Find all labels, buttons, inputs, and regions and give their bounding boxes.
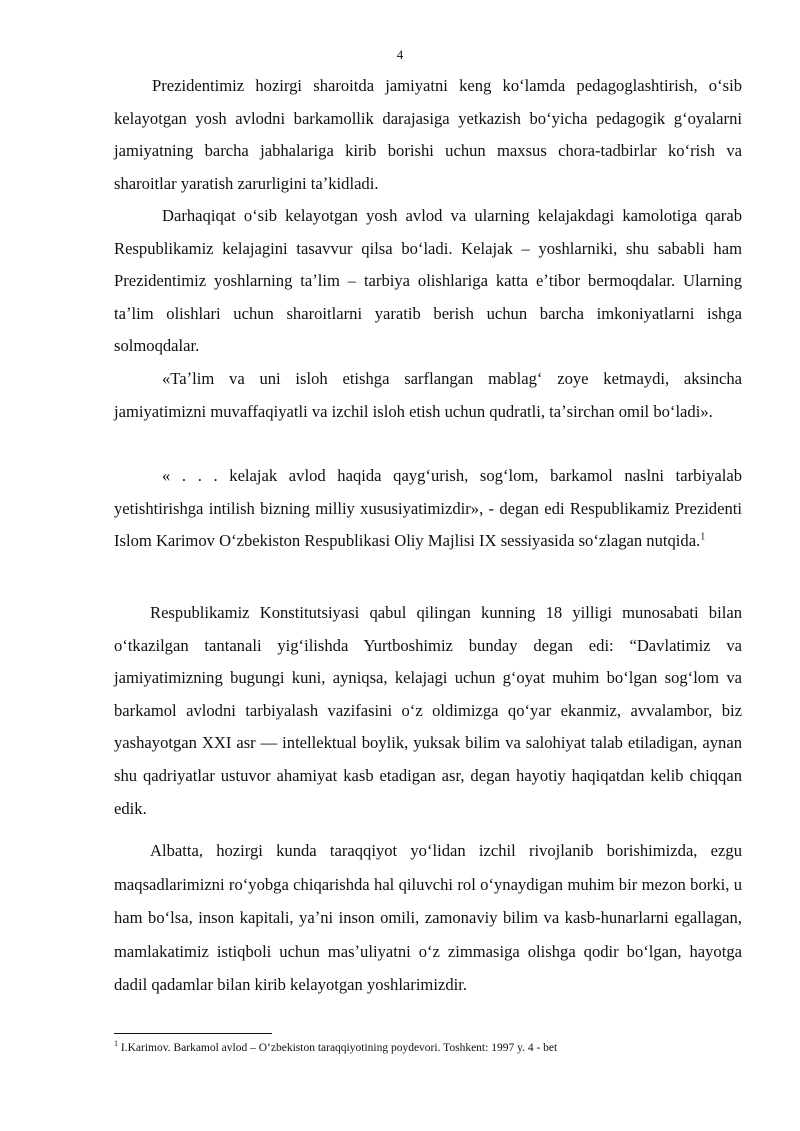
paragraph-5: Respublikamiz Konstitutsiyasi qabul qilingan kunning 18 yilligi munosabati bilan oʻtkazilgan tantanali yigʻilishda Yurtboshimiz bunday degan edi: “Davlatimiz va jamiyatimizning bugungi kuni, ayniqsa, kelajagi uchun gʻoyat muhim boʻlgan sogʻlom va barkamol avlodni tarbiyalash vazifasini oʻz oldimizga qoʻyar ekanmiz, avvalambor, biz yashayotgan XXI asr — intellektual boylik, yuksak bilim va salohiyat talab etiladigan, aynan shu qadriyatlar ustuvor ahamiyat kasb etadigan asr, degan hayotiy haqiqatdan kelib chiqqan edik.: [114, 603, 742, 818]
paragraph-6: Albatta, hozirgi kunda taraqqiyot yoʻlidan izchil rivojlanib borishimizda, ezgu maqsadlarimizni roʻyobga chiqarishda hal qiluvchi rol oʻynaydigan muhim bir mezon borki, u ham boʻlsa, inson kapitali, yaʼni inson omili, zamonaviy bilim va kasb-hunarlarni egallagan, mamlakatimiz istiqboli uchun masʼuliyatni oʻz zimmasiga olishga qodir boʻlgan, hayotga dadil qadamlar bilan kirib kelayotgan yoshlarimizdir.: [114, 841, 742, 994]
paragraph-4-text: « . . . kelajak avlod haqida qaygʻurish, sogʻlom, barkamol naslni tarbiyalab yetishtirishga intilish bizning milliy xususiyatimizdir», - degan edi Respublikamiz Prezidenti Islom Karimov Oʻzbekiston Respublikasi Oliy Majlisi IX sessiyasida soʻzlagan nutqida.: [114, 466, 742, 550]
paragraph-1: Prezidentimiz hozirgi sharoitda jamiyatni keng koʻlamda pedagoglashtirish, oʻsib kelayotgan yosh avlodni barkamollik darajasiga yetkazish boʻyicha pedagogik gʻoyalarni jamiyatning barcha jabhalariga kirib borishi uchun maxsus chora-tadbirlar koʻrish va sharoitlar yaratish zarurligini taʼkidladi.: [114, 76, 742, 193]
footnote-text: I.Karimov. Barkamol avlod – Oʻzbekiston taraqqiyotining poydevori. Toshkent: 1997 y. 4 - bet: [118, 1042, 558, 1054]
footnote-reference[interactable]: 1: [700, 531, 706, 543]
footnote-divider: [114, 1033, 272, 1034]
footnote-mark: 1: [114, 1039, 118, 1049]
paragraph-3-quote: «Taʼlim va uni isloh etishga sarflangan mablagʻ zoye ketmaydi, aksincha jamiyatimizni muvaffaqiyatli va izchil isloh etish uchun qudratli, taʼsirchan omil boʻladi».: [114, 369, 742, 421]
footnote: [114, 1040, 754, 1056]
page-number: 4: [396, 47, 404, 62]
paragraph-4-quote: [114, 460, 742, 558]
paragraph-2: Darhaqiqat oʻsib kelayotgan yosh avlod va ularning kelajakdagi kamolotiga qarab Respublikamiz kelajagini tasavvur qilsa boʻladi. Kelajak – yoshlarniki, shu sababli ham Prezidentimiz yoshlarning taʼlim – tarbiya olishlariga katta eʼtibor bermoqdalar. Ularning taʼlim olishlari uchun sharoitlarni yaratib berish uchun barcha imkoniyatlarni ishga solmoqdalar.: [114, 206, 742, 355]
